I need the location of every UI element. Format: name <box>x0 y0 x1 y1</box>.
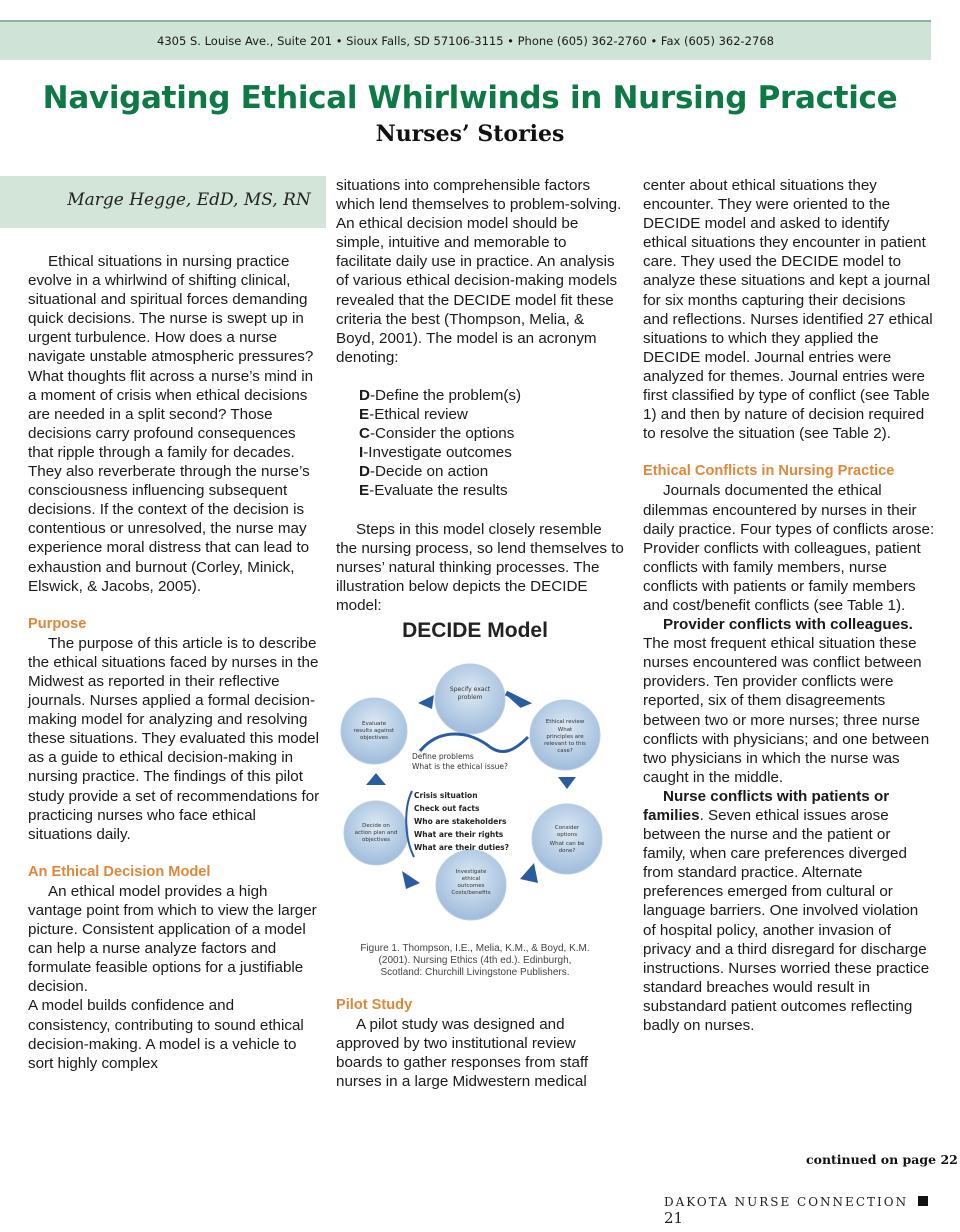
node-decide-label: Decide on action plan and objectives <box>354 822 398 843</box>
column-1 <box>28 252 320 1073</box>
decide-acronym-list <box>336 386 626 501</box>
continued-note: continued on page 22 <box>806 1152 958 1167</box>
column-3 <box>643 176 935 1035</box>
pilot-heading: Pilot Study <box>336 996 413 1013</box>
bracket-line <box>406 791 414 857</box>
conflicts-paragraph: Journals documented the ethical dilemmas encountered by nurses in their daily practice. Four types of conflicts arose: Provider conflicts with colleagues, patient conflicts with family members, nurse conflicts with patients or family members and cost/benefit conflicts (see Table 1). <box>643 482 935 614</box>
arrow-consider-to-investigate <box>520 863 538 883</box>
model-paragraph-cont: A model builds confidence and consistency, contributing to sound ethical decision-making. A model is a vehicle to sort highly complex <box>28 997 304 1072</box>
acronym-item: C-Consider the options <box>359 425 515 443</box>
column-2 <box>336 176 626 1091</box>
figure-title: DECIDE Model <box>402 618 548 642</box>
acronym-item: E-Ethical review <box>359 406 468 424</box>
model-heading: An Ethical Decision Model <box>28 863 211 880</box>
node-consider-label: Consider options What can be done? <box>549 824 585 854</box>
arrow-evaluate-to-specify <box>418 695 434 709</box>
nurse-subheading: Nurse conflicts with patients or families <box>643 787 890 824</box>
key-questions-text: Crisis situation Check out facts Who are stakeholders What are their rights What are their duties? <box>414 790 509 852</box>
article-title: Navigating Ethical Whirlwinds in Nursing Practice <box>42 80 898 116</box>
node-specify-label: Specify exact problem <box>449 685 491 701</box>
provider-paragraph: Provider conflicts with colleagues. The most frequent ethical situation these nurses encountered was conflict between providers. Ten provider conflicts were reported, six of them disagreements between two or more nurses; three nurse conflicts with physicians; and one between two physicians in which the nurse was caught in the middle. <box>643 616 930 786</box>
acronym-item: D-Decide on action <box>359 463 489 481</box>
define-problems-text: Define problems What is the ethical issue? <box>412 751 508 771</box>
pilot-paragraph: A pilot study was designed and approved by two institutional review boards to gather responses from staff nurses in a large Midwestern medical <box>336 1016 589 1091</box>
decide-model-figure <box>340 618 610 991</box>
page-footer <box>664 1195 960 1227</box>
contact-info: 4305 S. Louise Ave., Suite 201 • Sioux Falls, SD 57106-3115 • Phone (605) 362-2760 • Fax (605) 362-2768 <box>157 34 774 48</box>
col3-paragraph-1: center about ethical situations they encounter. They were oriented to the DECIDE model and asked to identify ethical situations they encounter in patient care. They used the DECIDE model to analyze these situations and kept a journal for six months capturing their decisions and reflections. Nurses identified 27 ethical situations to which they applied the DECIDE model. Journal entries were analyzed for themes. Journal entries were first classified by type of conflict (see Table 1) and then by nature of decision required to resolve the situation (see Table 2). <box>643 177 933 443</box>
col2-paragraph-1: situations into comprehensible factors which lend themselves to problem-solving. An ethical decision model should be simple, intuitive and memorable to facilitate daily use in practice. An analysis of various ethical decision-making models revealed that the DECIDE model fit these criteria the best (Thompson, Melia, & Boyd, 2001). The model is an acronym denoting: <box>336 177 622 366</box>
author-byline: Marge Hegge, EdD, MS, RN <box>67 190 311 210</box>
node-consider-circle <box>532 804 602 874</box>
intro-paragraph: Ethical situations in nursing practice evolve in a whirlwind of shifting clinical, situational and spiritual forces demanding quick decisions. The nurse is swept up in urgent turbulence. How does a nurse navigate unstable atmospheric pressures? What thoughts flit across a nurse’s mind in a moment of crisis when ethical decisions are needed in a split second? Those decisions carry profound consequences that ripple through a family for decades. They also reverberate through the nurse’s consciousness influencing subsequent decisions. If the context of the decision is contentious or unresolved, the nurse may experience moral distress that can lead to exhaustion and burnout (Corley, Minick, Elswick, & Jacobs, 2005). <box>28 253 314 595</box>
nurse-paragraph: Nurse conflicts with patients or families. Seven ethical issues arose between the nurse and the patient or family, when care preferences diverged from standard practice. Alternate preferences emerged from cultural or language barriers. One involved violation of hospital policy, another invasion of privacy and a third disregard for discharge instructions. Nurses worried these practice standard breaches would result in substandard patient outcomes reflecting badly on nurses. <box>643 787 930 1035</box>
acronym-item: D-Define the problem(s) <box>359 386 522 404</box>
contact-bar <box>0 20 931 60</box>
arrow-specify-to-ethical <box>506 693 526 705</box>
arrow-decide-to-evaluate <box>366 773 386 785</box>
figure-caption: Figure 1. Thompson, I.E., Melia, K.M., & Boyd, K.M. (2001). Nursing Ethics (4th ed.). Edinburgh, Scotland: Churchill Livingstone Publishers. <box>360 942 590 978</box>
page-number: 21 <box>664 1209 684 1227</box>
arrow-ethical-to-consider <box>558 777 576 789</box>
node-ethical-label: Ethical review What principles are relevant to this case? <box>544 718 586 754</box>
decide-cycle-diagram <box>340 657 610 939</box>
footer-square-icon <box>918 1196 928 1206</box>
arrow-investigate-to-decide <box>402 871 420 889</box>
provider-subheading: Provider conflicts with colleagues. <box>663 616 913 634</box>
purpose-heading: Purpose <box>28 615 87 632</box>
curved-pointer-arrow <box>420 734 528 752</box>
publication-name: DAKOTA NURSE CONNECTION <box>664 1195 909 1209</box>
node-investigate-label: Investigate ethical outcomes Costs/benefits <box>451 868 491 896</box>
col2-paragraph-2: Steps in this model closely resemble the nursing process, so lend themselves to nurses’ natural thinking processes. The illustration below depicts the DECIDE model: <box>336 520 624 614</box>
model-paragraph: An ethical model provides a high vantage point from which to view the larger picture. Consistent application of a model can help a nurse analyze factors and formulate feasible options for a justifiable decision. <box>28 882 317 996</box>
purpose-paragraph: The purpose of this article is to describe the ethical situations faced by nurses in the Midwest as reported in their reflective journals. Nurses applied a formal decision-making model for analyzing and resolving these situations. They evaluated this model as a guide to ethical decision-making in nursing practice. The findings of this pilot study provide a set of recommendations for practicing nurses who face ethical situations daily. <box>28 634 320 843</box>
conflicts-heading: Ethical Conflicts in Nursing Practice <box>643 463 895 480</box>
acronym-item: I-Investigate outcomes <box>359 444 512 462</box>
node-evaluate-label: Evaluate results against objectives <box>353 720 395 741</box>
acronym-item: E-Evaluate the results <box>359 482 508 500</box>
article-subtitle: Nurses’ Stories <box>375 121 565 147</box>
